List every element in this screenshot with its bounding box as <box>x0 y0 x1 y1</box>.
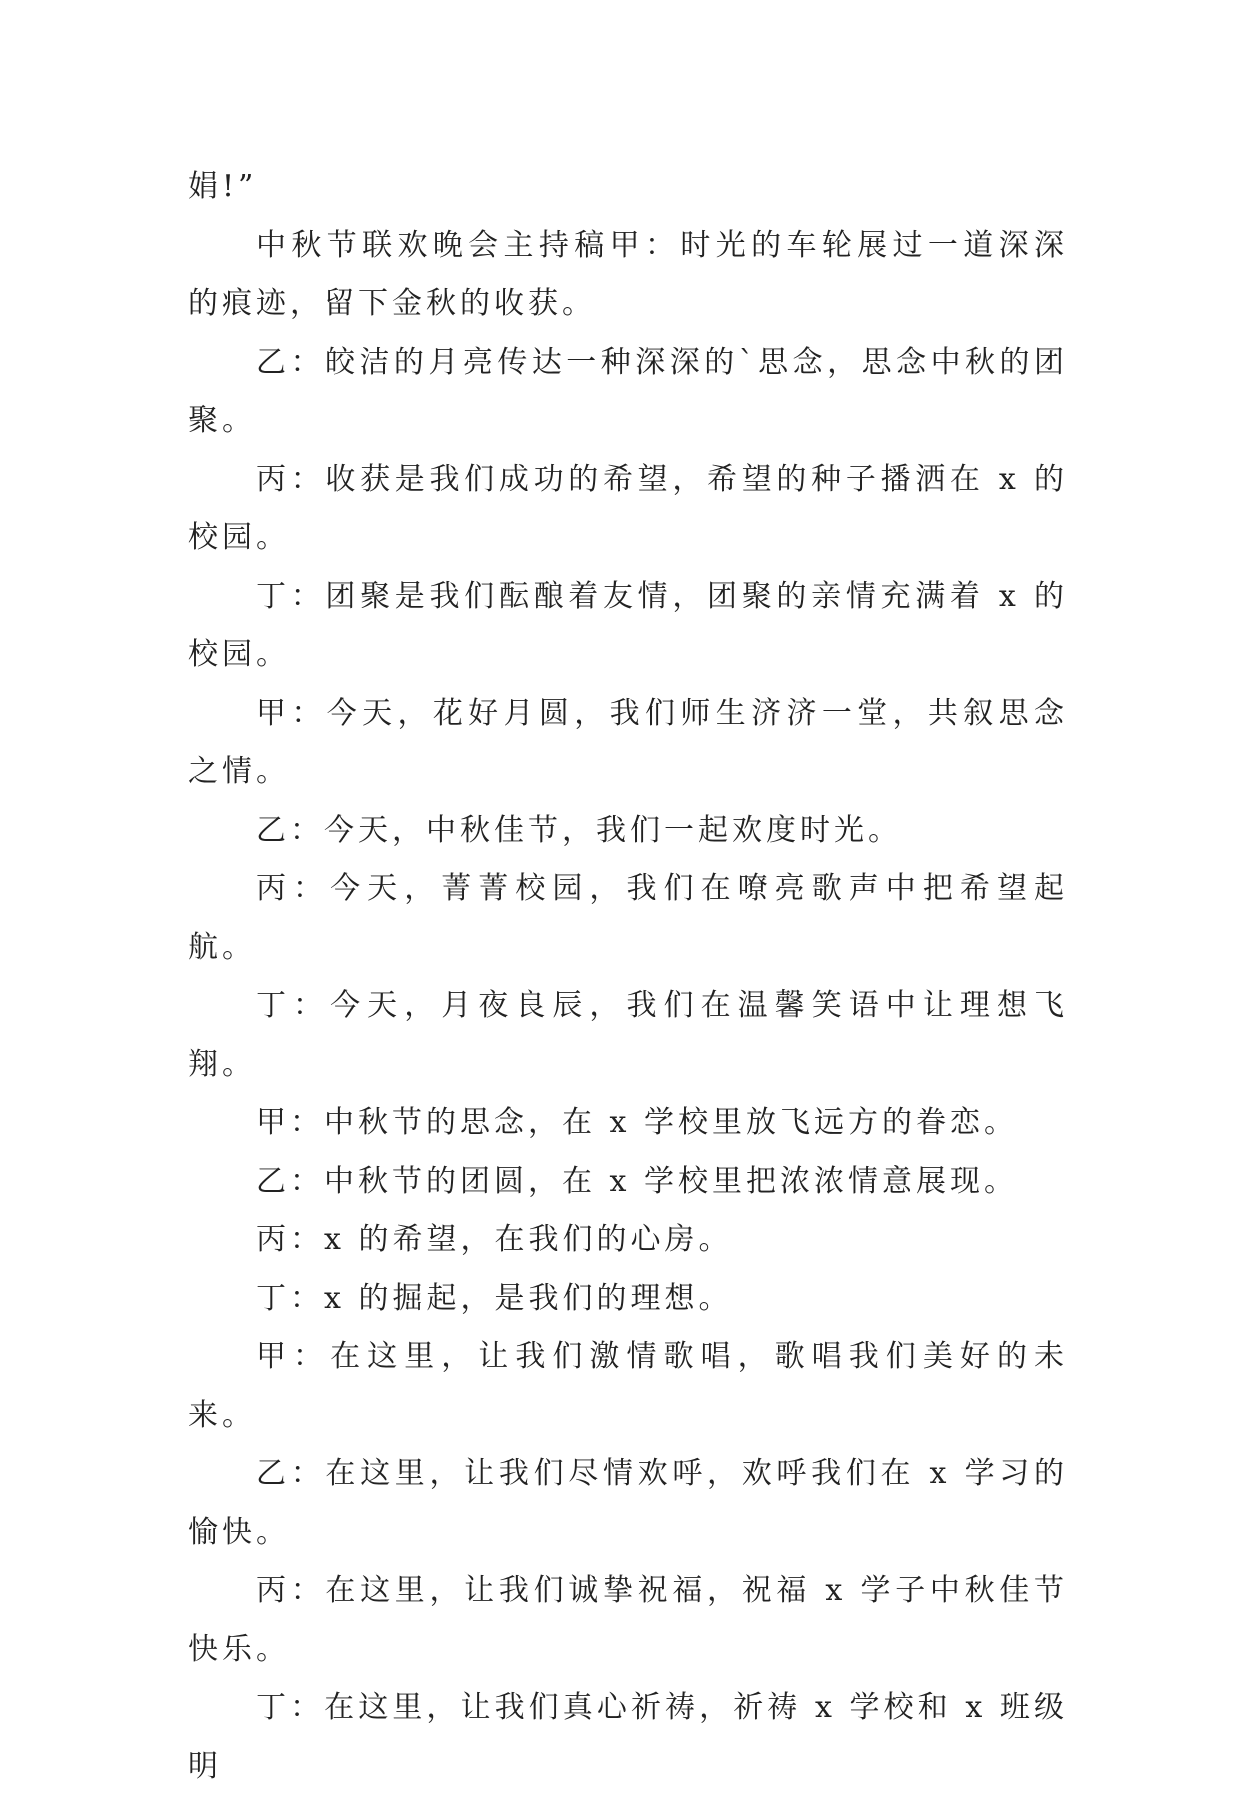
paragraph: 丁：x 的掘起，是我们的理想。 <box>256 1280 733 1316</box>
paragraph: 甲：今天，花好月圆，我们师生济济一堂，共叙思念之情。 <box>188 695 1068 789</box>
paragraph: 娟!” <box>188 169 258 204</box>
paragraph: 丁：团聚是我们酝酿着友情，团聚的亲情充满着 x 的校园。 <box>188 578 1068 672</box>
paragraph: 乙：在这里，让我们尽情欢呼，欢呼我们在 x 学习的愉快。 <box>188 1456 1068 1550</box>
paragraph: 乙：中秋节的团圆，在 x 学校里把浓浓情意展现。 <box>256 1163 1018 1199</box>
paragraph: 丙：收获是我们成功的希望，希望的种子播洒在 x 的校园。 <box>188 461 1068 555</box>
paragraph: 中秋节联欢晚会主持稿甲：时光的车轮展过一道深深的痕迹，留下金秋的收获。 <box>188 227 1068 321</box>
paragraph: 丁：在这里，让我们真心祈祷，祈祷 x 学校和 x 班级明 <box>188 1690 1068 1784</box>
paragraph: 丙：x 的希望，在我们的心房。 <box>256 1222 733 1257</box>
document-body <box>188 158 1068 1796</box>
paragraph: 甲：中秋节的思念，在 x 学校里放飞远方的眷恋。 <box>256 1105 1018 1140</box>
paragraph: 乙：今天，中秋佳节，我们一起欢度时光。 <box>256 812 902 848</box>
paragraph: 乙：皎洁的月亮传达一种深深的`思念，思念中秋的团聚。 <box>188 344 1068 438</box>
paragraph: 甲：在这里，让我们激情歌唱，歌唱我们美好的未来。 <box>188 1339 1068 1433</box>
paragraph: 丙：在这里，让我们诚挚祝福，祝福 x 学子中秋佳节快乐。 <box>188 1573 1068 1667</box>
paragraph: 丙：今天，菁菁校园，我们在嘹亮歌声中把希望起航。 <box>188 871 1068 965</box>
paragraph: 丁：今天，月夜良辰，我们在温馨笑语中让理想飞翔。 <box>188 988 1068 1082</box>
